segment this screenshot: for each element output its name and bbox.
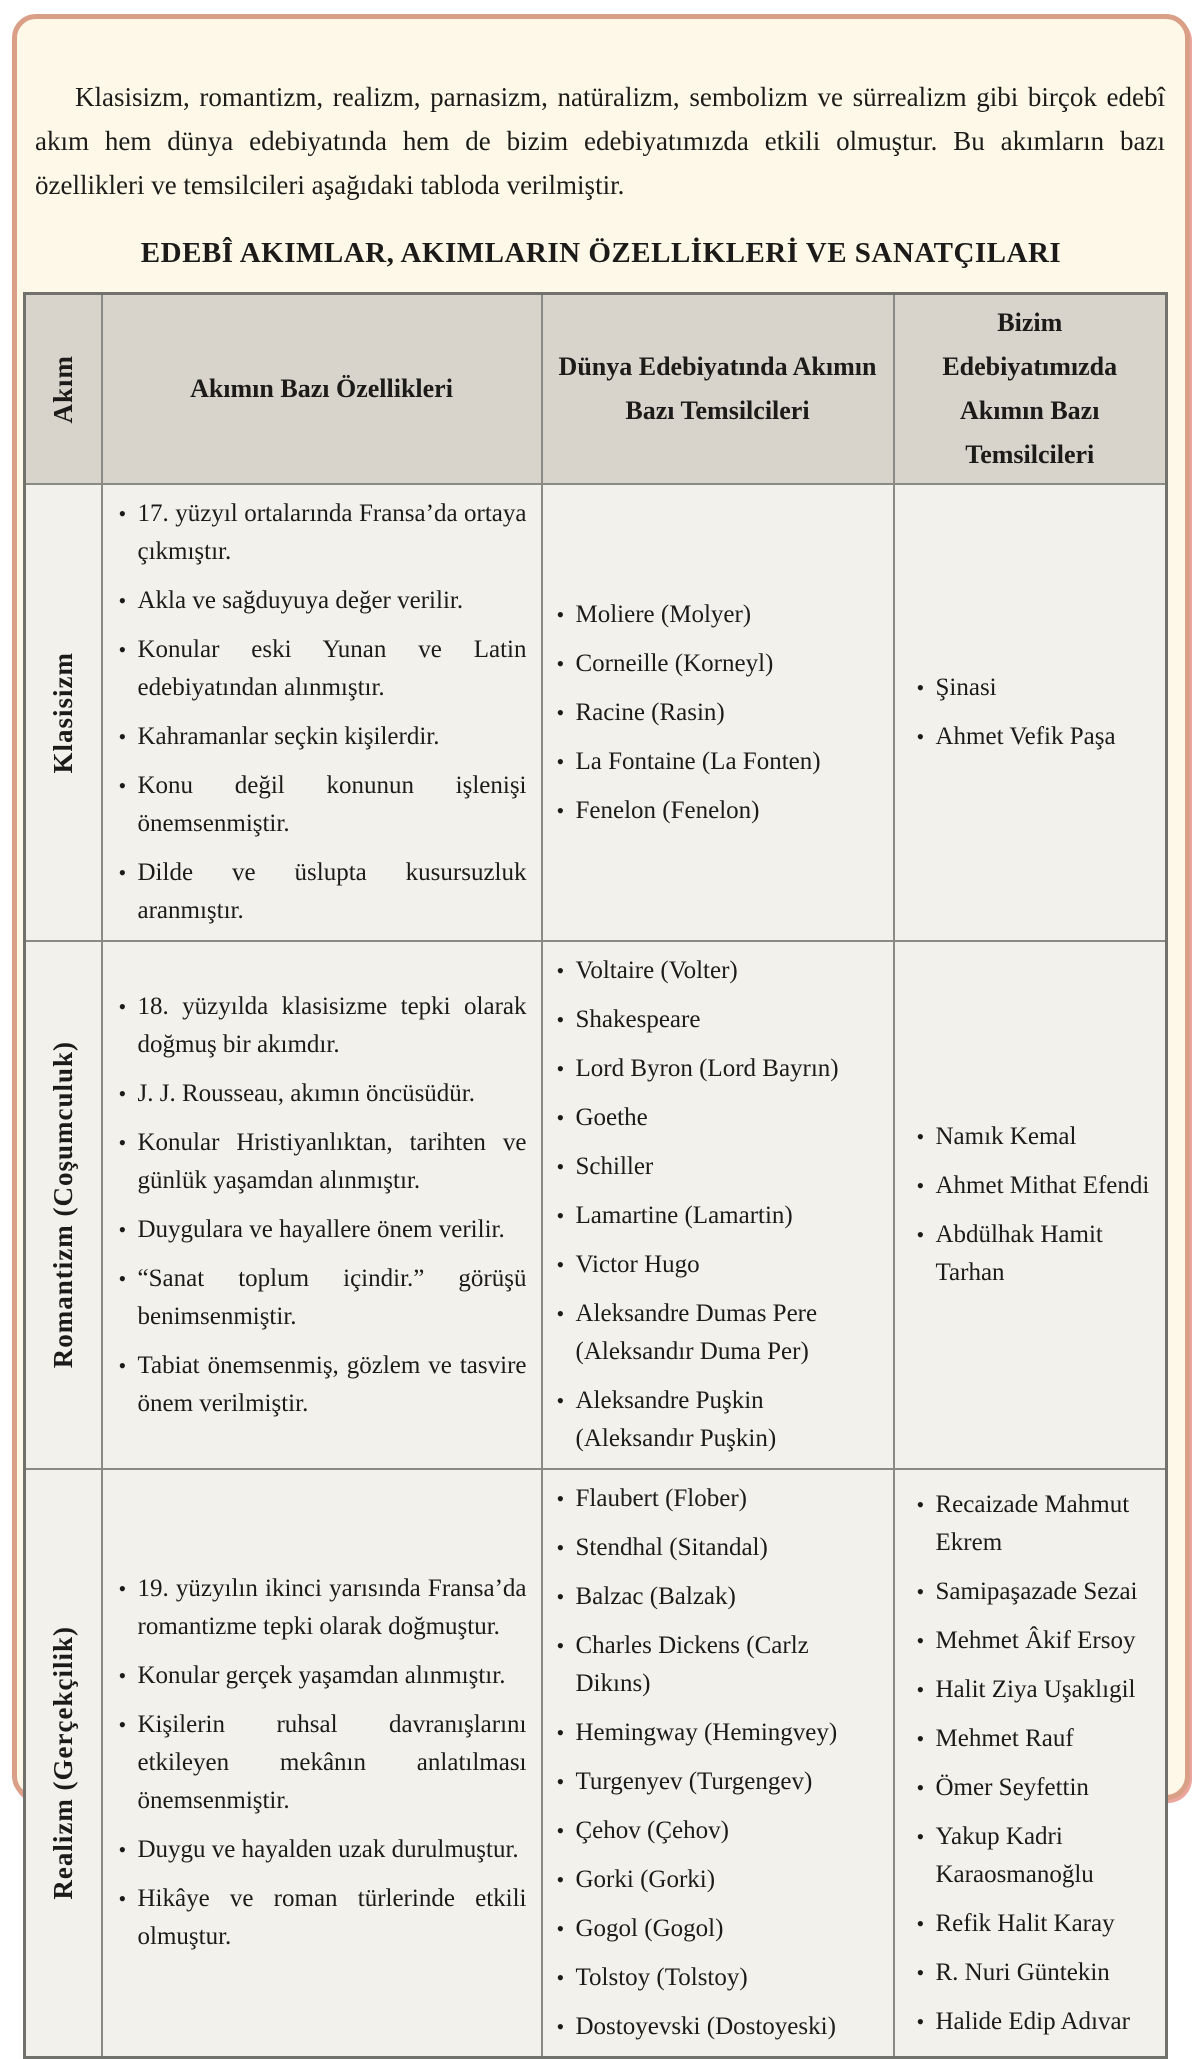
list-item-text: Yakup Kadri Karaosmanoğlu — [935, 1822, 1094, 1888]
column-header-world-representatives: Dünya Edebiyatında Akımın Bazı Temsilcileri — [542, 294, 894, 485]
list-item — [557, 596, 885, 634]
bullet-icon: • — [556, 797, 565, 823]
list-item-text: Tabiat önemsenmiş, gözlem ve tasvire önem verilmiştir. — [137, 1351, 527, 1417]
list-item-text: Duygulara ve hayallere önem verilir. — [137, 1215, 505, 1243]
list-item — [557, 1763, 885, 1801]
list-item-text: Balzac (Balzak) — [575, 1583, 736, 1610]
list-item — [119, 1075, 527, 1113]
list-item-text: Konu değil konunun işlenişi önemsenmiştir. — [137, 772, 527, 837]
bullet-icon: • — [118, 860, 127, 885]
list-item — [917, 1954, 1160, 1992]
list-item-text: Gorki (Gorki) — [575, 1866, 716, 1893]
bullet-icon: • — [556, 1535, 565, 1560]
page-frame — [12, 14, 1190, 2040]
features-cell — [102, 1469, 542, 2058]
list-item-text: Flaubert (Flober) — [575, 1485, 747, 1512]
bullet-icon: • — [556, 1203, 565, 1228]
list-item — [119, 631, 527, 707]
bullet-icon: • — [556, 1056, 565, 1081]
list-item-text: Ahmet Mithat Efendi — [935, 1172, 1150, 1199]
turkish-representatives-list — [895, 1108, 1166, 1302]
table-row-romantizm — [25, 941, 1167, 1469]
world-representatives-list — [543, 586, 893, 840]
features-list — [103, 485, 541, 940]
list-item-text: Stendhal (Sitandal) — [575, 1534, 768, 1561]
bullet-icon: • — [118, 1129, 127, 1155]
bullet-icon: • — [118, 993, 127, 1019]
bullet-icon: • — [556, 601, 565, 627]
list-item-text: Konular gerçek yaşamdan alınmıştır. — [137, 1662, 506, 1689]
bullet-icon: • — [118, 773, 127, 798]
list-item-text: Konular Hristiyanlıktan, tarihten ve günlük yaşamdan alınmıştır. — [137, 1128, 527, 1194]
list-item-text: Dostoyevski (Dostoyeski) — [575, 2013, 836, 2040]
list-item-text: Mehmet Âkif Ersoy — [935, 1626, 1136, 1654]
list-item — [557, 1148, 885, 1186]
list-item — [557, 2008, 885, 2046]
bullet-icon: • — [118, 1576, 127, 1601]
list-item-text: Konular eski Yunan ve Latin edebiyatından alınmıştır. — [137, 636, 527, 701]
column-header-features: Akımın Bazı Özellikleri — [102, 294, 542, 485]
bullet-icon: • — [556, 1301, 565, 1326]
bullet-icon: • — [556, 1105, 565, 1130]
list-item-text: Shakespeare — [575, 1006, 701, 1033]
turkish-representatives-list — [895, 659, 1166, 766]
bullet-icon: • — [556, 1720, 565, 1745]
bullet-icon: • — [916, 1491, 925, 1517]
bullet-icon: • — [118, 637, 127, 662]
bullet-icon: • — [916, 1959, 925, 1985]
list-item-text: Namık Kemal — [935, 1123, 1077, 1150]
turkish-representatives-cell — [894, 941, 1167, 1469]
list-item-text: 18. yüzyılda klasisizme tepki olarak doğmuş bir akımdır. — [137, 992, 527, 1058]
list-item — [557, 1812, 885, 1850]
bullet-icon: • — [118, 1216, 127, 1242]
list-item-text: Şinasi — [935, 674, 997, 701]
list-item — [119, 1347, 527, 1423]
bullet-icon: • — [556, 2014, 565, 2039]
list-item — [119, 1657, 527, 1695]
movement-name: Romantizm (Coşumculuk) — [47, 1041, 78, 1369]
bullet-icon: • — [118, 588, 127, 613]
list-item — [557, 1959, 885, 1997]
list-item-text: Ahmet Vefik Paşa — [935, 723, 1116, 750]
bullet-icon: • — [556, 1818, 565, 1843]
bullet-icon: • — [556, 1154, 565, 1179]
list-item-text: Dilde ve üslupta kusursuzluk aranmıştır. — [137, 859, 527, 924]
list-item — [917, 1486, 1160, 1562]
turkish-representatives-cell — [894, 1469, 1167, 2058]
list-item — [557, 1050, 885, 1088]
table-row-realizm — [25, 1469, 1167, 2058]
bullet-icon: • — [916, 1725, 925, 1751]
bullet-icon: • — [556, 958, 565, 983]
bullet-icon: • — [916, 1222, 925, 1247]
list-item-text: Gogol (Gogol) — [575, 1915, 724, 1942]
list-item-text: Kahramanlar seçkin kişilerdir. — [137, 723, 440, 750]
literary-movements-table — [23, 292, 1168, 2059]
list-item — [917, 1671, 1160, 1709]
bullet-icon: • — [556, 1252, 565, 1277]
bullet-icon: • — [118, 1663, 127, 1688]
list-item — [119, 1260, 527, 1336]
list-item-text: Goethe — [575, 1104, 648, 1131]
bullet-icon: • — [556, 1388, 565, 1413]
list-item-text: Fenelon (Fenelon) — [575, 796, 760, 824]
list-item — [557, 1001, 885, 1039]
list-item-text: Lamartine (Lamartin) — [575, 1202, 793, 1229]
bullet-icon: • — [916, 1578, 925, 1604]
list-item — [557, 645, 885, 683]
bullet-icon: • — [916, 1173, 925, 1198]
list-item — [917, 718, 1160, 756]
bullet-icon: • — [118, 1265, 127, 1291]
list-item-text: Schiller — [575, 1153, 654, 1180]
list-item-text: Charles Dickens (Carlz Dikıns) — [575, 1632, 809, 1697]
bullet-icon: • — [556, 1769, 565, 1794]
intro-paragraph: Klasisizm, romantizm, realizm, parnasizm, natüralizm, sembolizm ve sürrealizm gibi birçok edebî akım hem dünya edebiyatında hem de bizim edebiyatımızda etkili olmuştur. Bu akımların bazı özellikleri ve temsilcileri aşağıdaki tabloda verilmiştir. — [35, 82, 1165, 200]
column-header-turkish-representatives: Bizim Edebiyatımızda Akımın Bazı Temsilcileri — [894, 294, 1167, 485]
list-item-text: Kişilerin ruhsal davranışlarını etkileyen mekânın anlatılması önemsenmiştir. — [137, 1711, 527, 1814]
list-item-text: Aleksandre Puşkin (Aleksandır Puşkin) — [575, 1387, 777, 1452]
row-label-realizm — [25, 1469, 102, 2058]
list-item-text: Tolstoy (Tolstoy) — [575, 1964, 748, 1991]
list-item — [557, 1910, 885, 1948]
list-item-text: Mehmet Rauf — [935, 1724, 1074, 1752]
list-item-text: Lord Byron (Lord Bayrın) — [575, 1055, 839, 1082]
list-item — [119, 988, 527, 1064]
list-item — [917, 669, 1160, 707]
list-item-text: Hikâye ve roman türlerinde etkili olmuştur. — [137, 1885, 527, 1950]
bullet-icon: • — [556, 1486, 565, 1511]
list-item-text: 17. yüzyıl ortalarında Fransa’da ortaya çıkmıştır. — [137, 500, 527, 565]
world-representatives-cell — [542, 1469, 894, 2058]
list-item-text: Victor Hugo — [575, 1251, 700, 1278]
list-item — [119, 767, 527, 843]
movement-name: Klasisizm — [47, 651, 78, 774]
list-item-text: Halide Edip Adıvar — [935, 2007, 1130, 2035]
list-item — [917, 1216, 1160, 1292]
list-item-text: “Sanat toplum içindir.” görüşü benimsenmiştir. — [137, 1264, 527, 1330]
table-row-klasisizm — [25, 484, 1167, 941]
bullet-icon: • — [556, 1633, 565, 1658]
list-item — [119, 1124, 527, 1200]
bullet-icon: • — [118, 1837, 127, 1862]
bullet-icon: • — [556, 699, 565, 725]
list-item — [557, 694, 885, 732]
bullet-icon: • — [916, 675, 925, 700]
list-item-text: Ömer Seyfettin — [935, 1773, 1089, 1801]
bullet-icon: • — [556, 1916, 565, 1941]
list-item-text: Moliere (Molyer) — [575, 600, 752, 628]
list-item — [557, 1578, 885, 1616]
list-item — [917, 1118, 1160, 1156]
column-header-movement — [25, 294, 102, 485]
bullet-icon: • — [118, 501, 127, 526]
bullet-icon: • — [916, 1627, 925, 1653]
bullet-icon: • — [916, 1124, 925, 1149]
column-header-movement-label: Akım — [48, 354, 79, 424]
features-list — [103, 978, 541, 1433]
list-item — [557, 1246, 885, 1284]
bullet-icon: • — [118, 724, 127, 749]
movement-name: Realizm (Gerçekçilik) — [47, 1626, 78, 1900]
list-item-text: Akla ve sağduyuya değer verilir. — [137, 587, 464, 614]
list-item — [119, 495, 527, 571]
bullet-icon: • — [118, 1352, 127, 1378]
world-representatives-cell — [542, 941, 894, 1469]
row-label-romantizm — [25, 941, 102, 1469]
bullet-icon: • — [916, 1910, 925, 1936]
list-item-text: Voltaire (Volter) — [575, 957, 738, 984]
bullet-icon: • — [556, 1867, 565, 1892]
bullet-icon: • — [556, 1007, 565, 1032]
list-item-text: Racine (Rasin) — [575, 698, 725, 726]
features-cell — [102, 484, 542, 941]
list-item-text: Refik Halit Karay — [935, 1909, 1115, 1937]
list-item — [917, 2003, 1160, 2041]
bullet-icon: • — [556, 1965, 565, 1990]
list-item — [557, 1382, 885, 1458]
list-item — [917, 1720, 1160, 1758]
turkish-representatives-list — [895, 1476, 1166, 2051]
world-representatives-list — [543, 942, 893, 1468]
list-item — [119, 582, 527, 620]
list-item-text: 19. yüzyılın ikinci yarısında Fransa’da romantizme tepki olarak doğmuştur. — [137, 1575, 527, 1640]
list-item — [119, 718, 527, 756]
list-item-text: Çehov (Çehov) — [575, 1817, 729, 1844]
bullet-icon: • — [916, 724, 925, 749]
list-item — [119, 1706, 527, 1820]
features-list — [103, 1560, 541, 1966]
list-item — [557, 1714, 885, 1752]
list-item — [557, 1480, 885, 1518]
bullet-icon: • — [118, 1080, 127, 1106]
list-item-text: J. J. Rousseau, akımın öncüsüdür. — [137, 1079, 475, 1107]
list-item — [557, 743, 885, 781]
list-item — [917, 1167, 1160, 1205]
table-header-row — [25, 294, 1167, 485]
list-item — [917, 1905, 1160, 1943]
list-item-text: Duygu ve hayalden uzak durulmuştur. — [137, 1836, 519, 1863]
list-item — [119, 1831, 527, 1869]
world-representatives-list — [543, 1470, 893, 2056]
bullet-icon: • — [556, 1584, 565, 1609]
list-item-text: Corneille (Korneyl) — [575, 649, 774, 677]
list-item — [557, 1197, 885, 1235]
turkish-representatives-cell — [894, 484, 1167, 941]
list-item — [557, 1861, 885, 1899]
world-representatives-cell — [542, 484, 894, 941]
list-item — [917, 1769, 1160, 1807]
list-item — [557, 952, 885, 990]
list-item — [557, 1099, 885, 1137]
list-item — [119, 1880, 527, 1956]
list-item — [917, 1622, 1160, 1660]
list-item — [119, 854, 527, 930]
list-item-text: Samipaşazade Sezai — [935, 1577, 1138, 1605]
list-item — [119, 1211, 527, 1249]
bullet-icon: • — [556, 748, 565, 774]
list-item-text: R. Nuri Güntekin — [935, 1958, 1110, 1986]
list-item — [557, 792, 885, 830]
list-item — [557, 1529, 885, 1567]
bullet-icon: • — [916, 1774, 925, 1800]
bullet-icon: • — [118, 1712, 127, 1737]
row-label-klasisizm — [25, 484, 102, 941]
list-item-text: Recaizade Mahmut Ekrem — [935, 1490, 1130, 1556]
features-cell — [102, 941, 542, 1469]
list-item-text: Halit Ziya Uşaklıgil — [935, 1675, 1136, 1703]
bullet-icon: • — [556, 650, 565, 676]
list-item — [917, 1818, 1160, 1894]
bullet-icon: • — [916, 1676, 925, 1702]
bullet-icon: • — [916, 1823, 925, 1849]
list-item — [119, 1570, 527, 1646]
list-item — [917, 1573, 1160, 1611]
list-item — [557, 1627, 885, 1703]
bullet-icon: • — [916, 2008, 925, 2034]
list-item-text: Hemingway (Hemingvey) — [575, 1719, 838, 1746]
list-item-text: Aleksandre Dumas Pere (Aleksandır Duma Per) — [575, 1300, 818, 1365]
list-item-text: Abdülhak Hamit Tarhan — [935, 1221, 1103, 1286]
bullet-icon: • — [118, 1886, 127, 1911]
list-item-text: Turgenyev (Turgengev) — [575, 1768, 813, 1795]
list-item — [557, 1295, 885, 1371]
page-title: EDEBÎ AKIMLAR, AKIMLARIN ÖZELLİKLERİ VE SANATÇILARI — [140, 237, 1062, 269]
list-item-text: La Fontaine (La Fonten) — [575, 747, 821, 775]
